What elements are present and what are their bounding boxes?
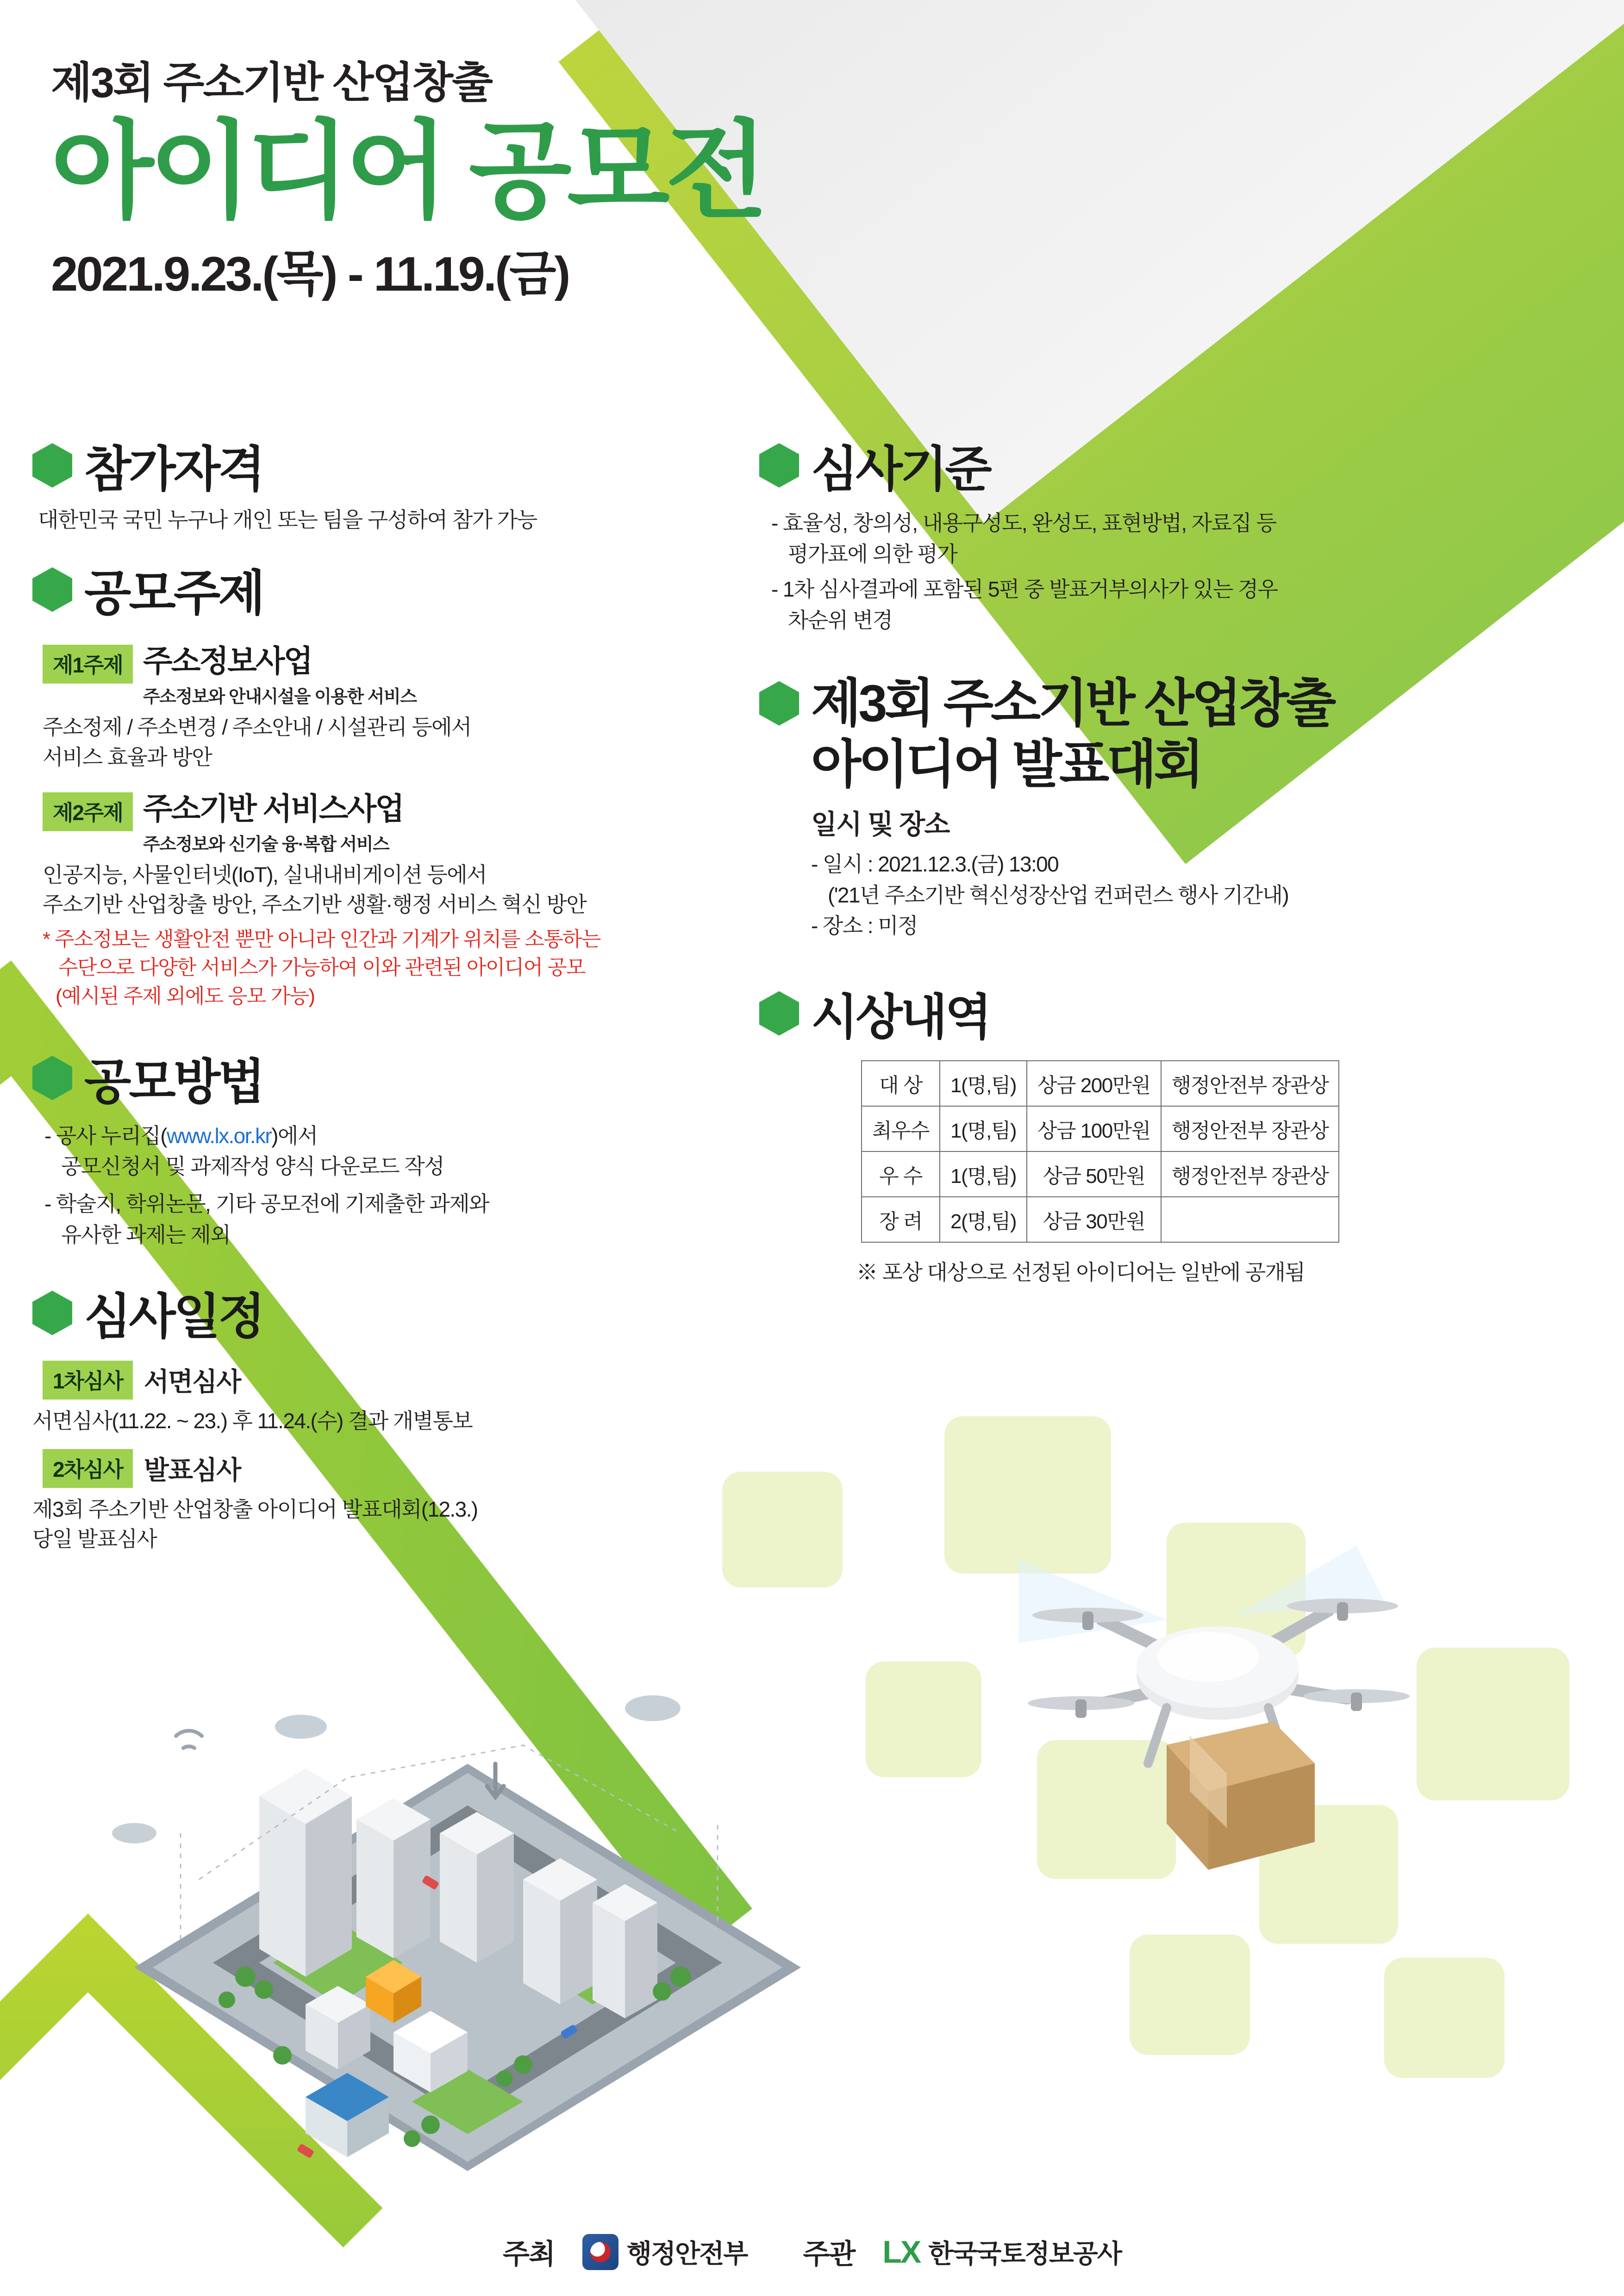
section-method-header	[32, 1043, 755, 1113]
prizes-note: ※ 포상 대상으로 선정된 아이디어는 일반에 공개됨	[856, 1260, 1305, 1285]
section-topic	[32, 554, 755, 1010]
section-method-title: 공모방법	[84, 1055, 263, 1109]
host-name: 행정안전부	[626, 2239, 748, 2268]
prize-grade: 최우수	[862, 1106, 940, 1151]
prize-count: 1(명,팀)	[940, 1061, 1027, 1106]
topic-note-line2: 수단으로 다양한 서비스가 가능하여 이와 관련된 아이디어 공모	[58, 956, 585, 979]
stage-1-name: 서면심사	[144, 1367, 241, 1397]
prize-amount: 상금 200만원	[1027, 1061, 1161, 1106]
section-prizes-title: 시상내역	[811, 990, 990, 1045]
smart-city-illustration	[106, 1680, 829, 2227]
organizer-name: 한국국토정보공사	[928, 2239, 1121, 2268]
method-item-2-line2: 유사한 과제는 제외	[61, 1222, 231, 1247]
prize-award	[1161, 1197, 1339, 1242]
eligibility-text: 대한민국 국민 누구나 개인 또는 팀을 구성하여 참가 가능	[38, 508, 537, 532]
delivery-drone-illustration	[949, 1504, 1458, 1921]
prize-amount: 상금 50만원	[1027, 1151, 1161, 1197]
prize-award: 행정안전부 장관상	[1161, 1106, 1339, 1151]
theme-2-tag: 제2주제	[43, 792, 133, 831]
method-item-1-post: )에서	[271, 1123, 318, 1148]
stage-2-tag: 2차심사	[43, 1449, 133, 1488]
section-topic-header	[32, 554, 755, 624]
event-line-3: - 장소 : 미정	[811, 914, 918, 938]
method-item-1-pre: - 공사 누리집(	[44, 1123, 167, 1148]
topic-note-line3: (예시된 주제 외에도 응모 가능)	[56, 985, 315, 1008]
left-column	[32, 430, 755, 1574]
theme-2-desc-line1: 인공지능, 사물인터넷(IoT), 실내내비게이션 등에서	[43, 863, 487, 887]
event-title-line2: 아이디어 발표대회	[811, 735, 1201, 793]
hexagon-icon	[32, 567, 72, 612]
theme-2-subtitle: 주소정보와 신기술 융·복합 서비스	[143, 835, 389, 855]
schedule-stage-2	[32, 1449, 755, 1554]
footer-organizers	[0, 2232, 1624, 2272]
prize-award: 행정안전부 장관상	[1161, 1151, 1339, 1197]
method-item-2-line1: - 학술지, 학위논문, 기타 공모전에 기제출한 과제와	[44, 1192, 489, 1216]
event-title-line1: 제3회 주소기반 산업창출	[811, 674, 1334, 732]
government-emblem-icon	[582, 2234, 618, 2270]
section-eligibility-header	[32, 430, 755, 500]
prize-table	[861, 1060, 1339, 1243]
theme-1	[32, 636, 755, 772]
section-criteria	[759, 430, 1583, 636]
section-eligibility-title: 참가자격	[84, 442, 263, 497]
stage-2-name: 발표심사	[144, 1455, 241, 1485]
section-schedule-header	[32, 1278, 755, 1348]
section-event-header	[759, 673, 1583, 795]
prize-amount: 상금 30만원	[1027, 1197, 1161, 1242]
method-bullets	[32, 1120, 755, 1251]
section-prizes-header	[759, 978, 1583, 1048]
stage-2-desc-line1: 제3회 주소기반 산업창출 아이디어 발표대회(12.3.)	[32, 1497, 478, 1521]
criteria-line-4: 차순위 변경	[788, 608, 893, 633]
method-item-1	[44, 1120, 755, 1151]
organizer-organization	[882, 2234, 1121, 2271]
section-eligibility	[32, 430, 755, 535]
section-prizes	[759, 978, 1583, 1286]
hexagon-icon	[32, 1291, 72, 1335]
section-schedule-title: 심사일정	[84, 1290, 263, 1344]
prize-count: 2(명,팀)	[940, 1197, 1027, 1242]
lx-logo-icon: LX	[882, 2234, 920, 2270]
theme-1-tag: 제1주제	[43, 645, 133, 684]
section-method	[32, 1043, 755, 1251]
decor-square	[1130, 1935, 1250, 2055]
theme-1-subtitle: 주소정보와 안내시설을 이용한 서비스	[143, 687, 417, 707]
schedule-stage-1	[32, 1361, 755, 1436]
table-row	[862, 1197, 1339, 1242]
theme-2	[32, 784, 755, 1011]
section-criteria-header	[759, 430, 1583, 500]
organizer-label: 주관	[803, 2239, 855, 2270]
poster-header	[51, 49, 763, 305]
theme-1-desc-line2: 서비스 효율과 방안	[43, 745, 212, 769]
section-schedule	[32, 1278, 755, 1554]
event-line-2: ('21년 주소기반 혁신성장산업 컨퍼런스 행사 기간내)	[828, 883, 1289, 907]
stage-2-desc-line2: 당일 발표심사	[32, 1527, 157, 1551]
method-item-1-line2: 공모신청서 및 과제작성 양식 다운로드 작성	[61, 1154, 444, 1179]
lx-website-link[interactable]: www.lx.or.kr	[166, 1123, 272, 1148]
prize-count: 1(명,팀)	[940, 1151, 1027, 1197]
stage-1-tag: 1차심사	[43, 1361, 133, 1400]
section-topic-title: 공모주제	[84, 566, 263, 621]
criteria-bullets	[759, 508, 1583, 636]
page-subtitle: 제3회 주소기반 산업창출	[51, 59, 492, 106]
criteria-line-1: - 효율성, 창의성, 내용구성도, 완성도, 표현방법, 자료집 등	[771, 511, 1276, 535]
hexagon-icon	[32, 443, 72, 488]
criteria-line-3: - 1차 심사결과에 포함된 5편 중 발표거부의사가 있는 경우	[771, 577, 1278, 602]
topic-note-line1: * 주소정보는 생활안전 뿐만 아니라 인간과 기계가 위치를 소통하는	[43, 927, 600, 951]
prize-grade: 대 상	[862, 1061, 940, 1106]
theme-2-name: 주소기반 서비스사업	[143, 791, 404, 826]
criteria-line-2: 평가표에 의한 평가	[788, 541, 957, 566]
stage-1-desc: 서면심사(11.22. ~ 23.) 후 11.24.(수) 결과 개별통보	[32, 1409, 473, 1433]
prize-grade: 우 수	[862, 1151, 940, 1197]
theme-1-desc-line1: 주소정제 / 주소변경 / 주소안내 / 시설관리 등에서	[43, 715, 471, 740]
hexagon-icon	[759, 443, 799, 488]
date-range: 2021.9.23.(목) - 11.19.(금)	[51, 247, 569, 301]
table-row	[862, 1151, 1339, 1197]
prize-count: 1(명,팀)	[940, 1106, 1027, 1151]
theme-1-name: 주소정보사업	[143, 644, 312, 678]
theme-2-desc-line2: 주소기반 산업창출 방안, 주소기반 생활·행정 서비스 혁신 방안	[43, 892, 587, 917]
table-row	[862, 1106, 1339, 1151]
decor-square	[1384, 1958, 1505, 2078]
table-row	[862, 1061, 1339, 1106]
hexagon-icon	[759, 681, 799, 726]
event-subtitle: 일시 및 장소	[811, 809, 949, 840]
section-criteria-title: 심사기준	[811, 442, 990, 497]
prize-grade: 장 려	[862, 1197, 940, 1242]
prize-award: 행정안전부 장관상	[1161, 1061, 1339, 1106]
hexagon-icon	[32, 1056, 72, 1100]
section-event	[759, 673, 1583, 941]
event-line-1: - 일시 : 2021.12.3.(금) 13:00	[811, 852, 1059, 877]
host-organization	[582, 2234, 747, 2271]
prize-amount: 상금 100만원	[1027, 1106, 1161, 1151]
right-column	[759, 430, 1583, 1306]
hexagon-icon	[759, 991, 799, 1036]
host-label: 주최	[502, 2239, 555, 2270]
page-title: 아이디어 공모전	[51, 112, 764, 230]
